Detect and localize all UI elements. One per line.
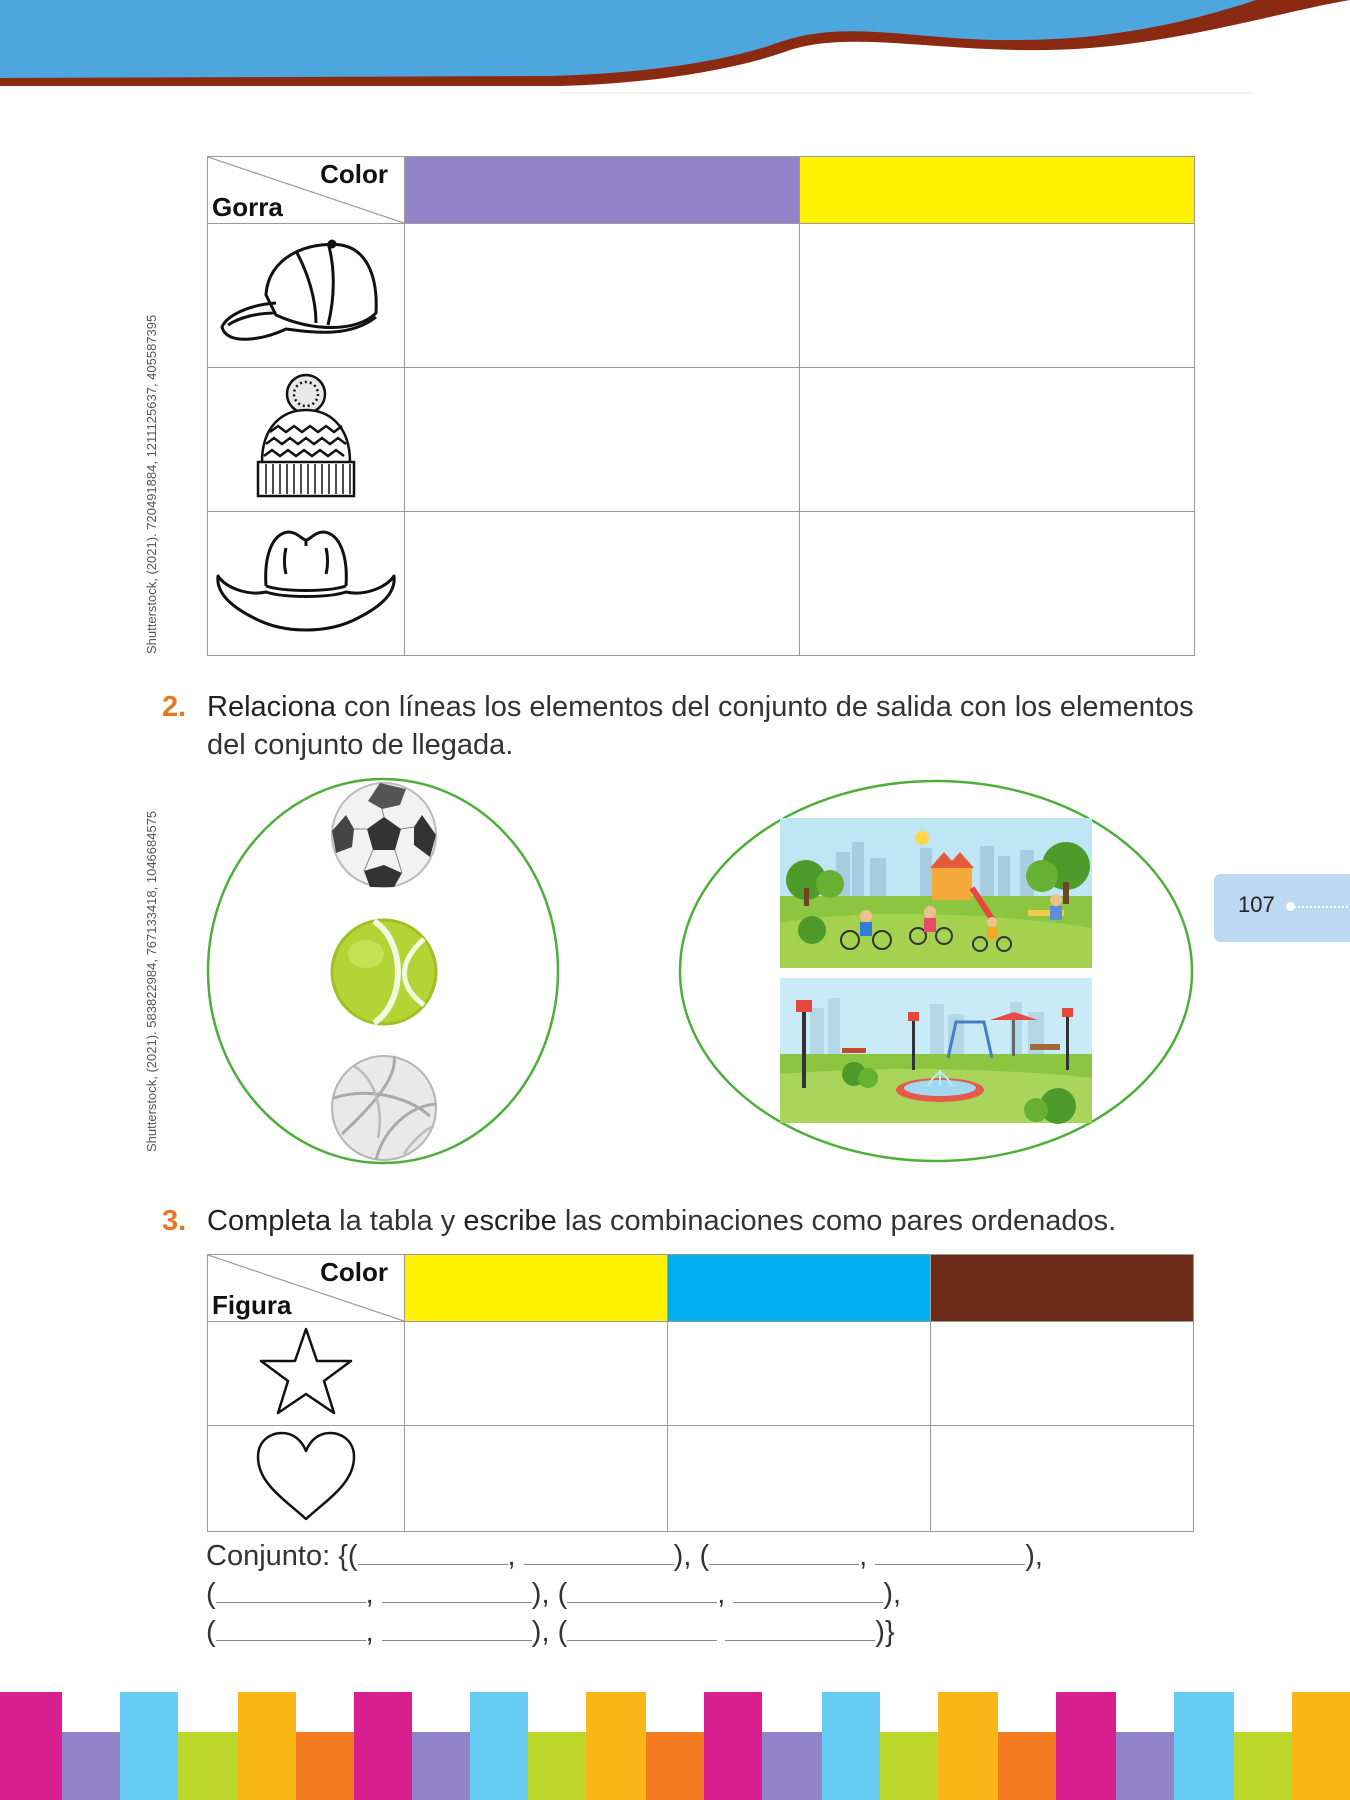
conjunto-line-1	[206, 1538, 1043, 1573]
table1-cell-cap-purple[interactable]	[405, 224, 800, 368]
gorra-color-table	[207, 156, 1195, 656]
header-wave-decoration	[0, 0, 1350, 100]
comma: ,	[717, 1578, 726, 1610]
figura-color-table	[207, 1254, 1194, 1532]
set-close: )}	[875, 1616, 895, 1648]
page-number-tab	[1214, 874, 1350, 942]
star-icon	[256, 1325, 356, 1417]
answer-blank[interactable]	[382, 1614, 532, 1641]
comma: ,	[365, 1578, 374, 1610]
pair-end: ),	[883, 1578, 902, 1610]
baseball-cap-icon	[216, 233, 396, 353]
soccer-ball-icon[interactable]	[332, 783, 436, 887]
comma: ,	[507, 1540, 516, 1572]
answer-blank[interactable]	[216, 1576, 366, 1603]
answer-blank[interactable]	[733, 1576, 883, 1603]
answer-blank[interactable]	[382, 1576, 532, 1603]
answer-blank[interactable]	[216, 1614, 366, 1641]
instruction-3-text-1: la tabla y	[331, 1205, 464, 1237]
instruction-3-verb-2: escribe	[463, 1205, 557, 1237]
table1-cell-beanie-yellow[interactable]	[800, 368, 1195, 512]
table2-corner-top-label: Color	[320, 1257, 388, 1287]
park-fountain-image[interactable]	[780, 978, 1092, 1124]
table1-row-cowboy	[208, 512, 405, 656]
table1-cell-cowboy-purple[interactable]	[405, 512, 800, 656]
table2-header-yellow	[405, 1255, 668, 1322]
table1-corner-bottom-label: Gorra	[212, 192, 283, 222]
table2-corner-bottom-label: Figura	[212, 1290, 292, 1320]
page-number: 107	[1238, 892, 1275, 917]
instruction-3-text-2: las combinaciones como pares ordenados.	[556, 1205, 1117, 1237]
table2-row-heart	[208, 1426, 405, 1532]
table2-corner-cell	[208, 1255, 405, 1322]
table2-cell-heart-blue[interactable]	[668, 1426, 931, 1532]
table1-cell-beanie-purple[interactable]	[405, 368, 800, 512]
instruction-3-number: 3.	[162, 1205, 187, 1237]
instruction-2-number: 2.	[162, 691, 187, 723]
table1-corner-cell	[208, 157, 405, 224]
tennis-ball-icon[interactable]	[332, 920, 436, 1024]
sets-diagram	[200, 775, 1200, 1170]
instruction-2-verb: Relaciona	[207, 691, 336, 723]
comma: ,	[859, 1540, 868, 1572]
table2-cell-heart-brown[interactable]	[931, 1426, 1194, 1532]
pair-end: ),	[1025, 1540, 1043, 1572]
pair-separator: ), (	[531, 1616, 568, 1648]
table2-cell-star-blue[interactable]	[668, 1322, 931, 1426]
park-playground-image[interactable]	[780, 818, 1092, 968]
footer-color-bars	[0, 1692, 1350, 1800]
table2-row-star	[208, 1322, 405, 1426]
image-credit-top: Shutterstock, (2021). 720491884, 1211125637, 405587395	[144, 314, 159, 654]
table1-row-cap	[208, 224, 405, 368]
instruction-2	[162, 688, 1282, 768]
conjunto-label: Conjunto: {(	[206, 1540, 358, 1572]
table1-header-yellow	[800, 157, 1195, 224]
answer-blank[interactable]	[725, 1614, 875, 1641]
pair-separator: ), (	[673, 1540, 710, 1572]
table2-header-brown	[931, 1255, 1194, 1322]
pair-open: (	[206, 1578, 216, 1610]
conjunto-line-2	[206, 1576, 901, 1611]
answer-blank[interactable]	[524, 1538, 674, 1565]
conjunto-line-3	[206, 1614, 895, 1649]
answer-blank[interactable]	[875, 1538, 1025, 1565]
pair-open: (	[206, 1616, 216, 1648]
answer-blank[interactable]	[709, 1538, 859, 1565]
instruction-3-verb-1: Completa	[207, 1205, 332, 1237]
page-tab-dotted-line	[1290, 906, 1348, 908]
answer-blank[interactable]	[358, 1538, 508, 1565]
table2-header-blue	[668, 1255, 931, 1322]
table1-header-purple	[405, 157, 800, 224]
table1-corner-top-label: Color	[320, 159, 388, 189]
table2-cell-heart-yellow[interactable]	[405, 1426, 668, 1532]
comma: ,	[365, 1616, 374, 1648]
table1-cell-cap-yellow[interactable]	[800, 224, 1195, 368]
pair-separator: ), (	[531, 1578, 568, 1610]
table2-cell-star-yellow[interactable]	[405, 1322, 668, 1426]
heart-icon	[254, 1429, 358, 1523]
table1-cell-cowboy-yellow[interactable]	[800, 512, 1195, 656]
winter-beanie-icon	[246, 372, 366, 502]
answer-blank[interactable]	[567, 1576, 717, 1603]
table1-row-beanie	[208, 368, 405, 512]
cowboy-hat-icon	[214, 526, 398, 636]
table2-cell-star-brown[interactable]	[931, 1322, 1194, 1426]
answer-blank[interactable]	[567, 1614, 717, 1641]
volleyball-icon[interactable]	[332, 1056, 436, 1160]
instruction-3	[162, 1202, 1282, 1242]
instruction-2-text: con líneas los elementos del conjunto de salida con los elementos del conjunto de llegada.	[207, 691, 1194, 761]
image-credit-middle: Shutterstock, (2021). 583822984, 767133418, 1046684575	[144, 810, 159, 1152]
